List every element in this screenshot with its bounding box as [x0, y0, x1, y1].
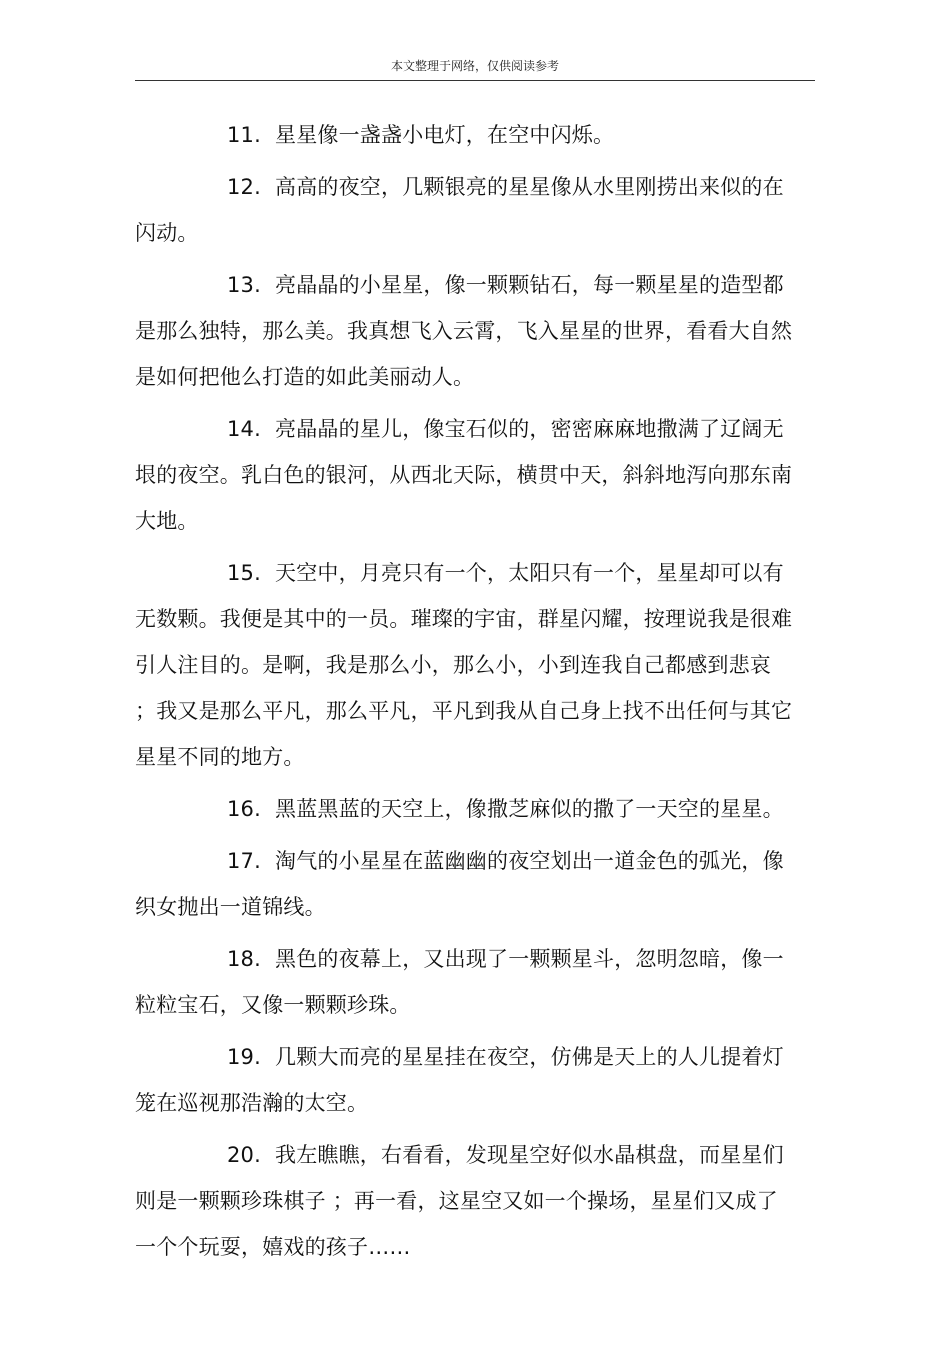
paragraph-18 — [135, 936, 795, 1028]
paragraph-text: 亮晶晶的小星星，像一颗颗钻石，每一颗星星的造型都是那么独特，那么美。我真想飞入云霄，飞入星星的世界，看看大自然是如何把他么打造的如此美丽动人。 — [135, 273, 793, 389]
paragraph-20 — [135, 1132, 795, 1270]
paragraph-text: 星星像一盏盏小电灯，在空中闪烁。 — [275, 123, 615, 147]
document-body — [135, 112, 795, 1276]
paragraph-number: 13. — [227, 273, 261, 297]
paragraph-13 — [135, 262, 795, 400]
paragraph-text: 我左瞧瞧，右看看，发现星空好似水晶棋盘，而星星们则是一颗颗珍珠棋子 ；再一看，这星空又如一个操场，星星们又成了一个个玩耍，嬉戏的孩子…… — [135, 1143, 784, 1259]
paragraph-number: 17. — [227, 849, 261, 873]
paragraph-12 — [135, 164, 795, 256]
paragraph-16 — [135, 786, 795, 832]
paragraph-number: 14. — [227, 417, 261, 441]
paragraph-text: 亮晶晶的星儿，像宝石似的，密密麻麻地撒满了辽阔无垠的夜空。乳白色的银河，从西北天际，横贯中天，斜斜地泻向那东南大地。 — [135, 417, 793, 533]
paragraph-number: 19. — [227, 1045, 261, 1069]
paragraph-text: 几颗大而亮的星星挂在夜空，仿佛是天上的人儿提着灯笼在巡视那浩瀚的太空。 — [135, 1045, 784, 1115]
paragraph-19 — [135, 1034, 795, 1126]
paragraph-14 — [135, 406, 795, 544]
paragraph-number: 18. — [227, 947, 261, 971]
paragraph-text: 黑色的夜幕上，又出现了一颗颗星斗，忽明忽暗，像一粒粒宝石，又像一颗颗珍珠。 — [135, 947, 784, 1017]
page-header — [135, 58, 815, 81]
paragraph-text: 黑蓝黑蓝的天空上，像撒芝麻似的撒了一天空的星星。 — [275, 797, 784, 821]
paragraph-11 — [135, 112, 795, 158]
paragraph-15 — [135, 550, 795, 780]
paragraph-number: 16. — [227, 797, 261, 821]
paragraph-number: 20. — [227, 1143, 261, 1167]
paragraph-text: 淘气的小星星在蓝幽幽的夜空划出一道金色的弧光，像织女抛出一道锦线。 — [135, 849, 784, 919]
header-text: 本文整理于网络，仅供阅读参考 — [390, 59, 559, 73]
paragraph-number: 15. — [227, 561, 261, 585]
paragraph-text: 高高的夜空，几颗银亮的星星像从水里刚捞出来似的在闪动。 — [135, 175, 784, 245]
paragraph-number: 11. — [227, 123, 261, 147]
paragraph-text: 天空中，月亮只有一个，太阳只有一个，星星却可以有无数颗。我便是其中的一员。璀璨的宇宙，群星闪耀，按理说我是很难引人注目的。是啊，我是那么小，那么小，小到连我自己都感到悲哀 ；我又是那么平凡，那么平凡，平凡到我从自己身上找不出任何与其它星星不同的地方。 — [135, 561, 793, 769]
paragraph-number: 12. — [227, 175, 261, 199]
paragraph-17 — [135, 838, 795, 930]
